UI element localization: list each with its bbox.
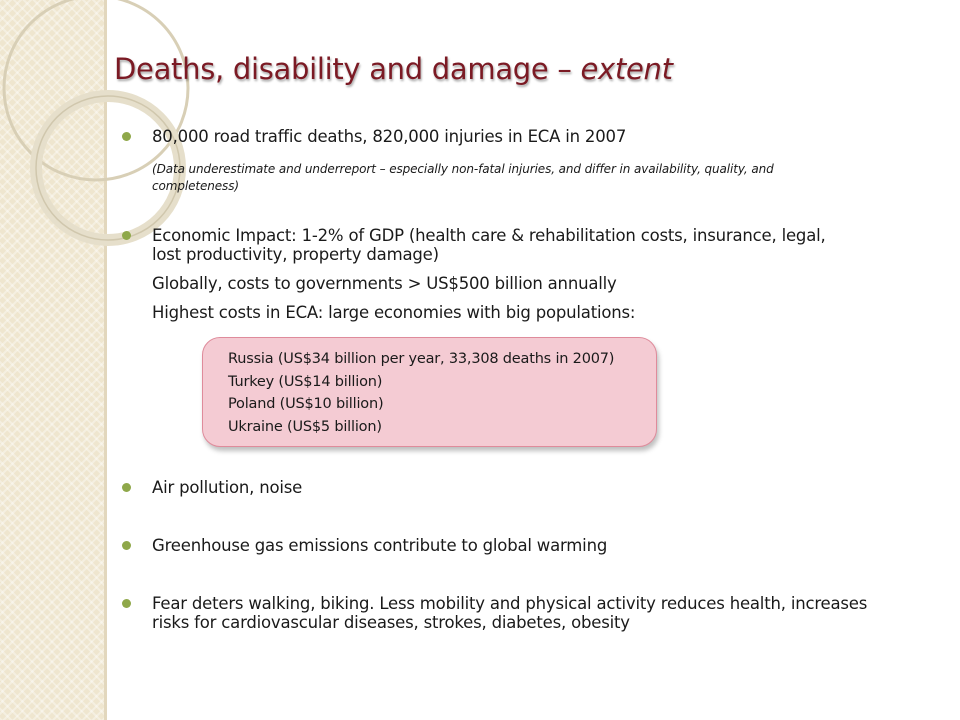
economic-impact-line-1: Economic Impact: 1-2% of GDP (health care & rehabilitation costs, insurance, legal, bbox=[152, 226, 826, 245]
global-costs-line: Globally, costs to governments > US$500 billion annually bbox=[152, 274, 617, 293]
data-note-line-2: completeness) bbox=[152, 179, 239, 193]
title-emphasis: extent bbox=[580, 52, 673, 86]
bullet-dot bbox=[122, 599, 131, 608]
bullet-air-pollution: Air pollution, noise bbox=[152, 478, 303, 497]
bullet-dot bbox=[122, 541, 131, 550]
bullet-greenhouse: Greenhouse gas emissions contribute to global warming bbox=[152, 536, 608, 555]
bullet-dot bbox=[122, 132, 131, 141]
bullet-road-deaths: 80,000 road traffic deaths, 820,000 injuries in ECA in 2007 bbox=[152, 127, 627, 146]
data-note-line-1: (Data underestimate and underreport – especially non-fatal injuries, and differ in availability, quality, and bbox=[152, 162, 774, 176]
title-text: Deaths, disability and damage – bbox=[114, 52, 581, 86]
bullet-dot bbox=[122, 483, 131, 492]
fear-deters-line-1: Fear deters walking, biking. Less mobility and physical activity reduces health, increases bbox=[152, 594, 868, 613]
callout-turkey: Turkey (US$14 billion) bbox=[228, 373, 383, 390]
callout-poland: Poland (US$10 billion) bbox=[228, 396, 384, 412]
economic-impact-line-2: lost productivity, property damage) bbox=[152, 245, 439, 264]
callout-russia: Russia (US$34 billion per year, 33,308 deaths in 2007) bbox=[228, 351, 615, 367]
highest-costs-line: Highest costs in ECA: large economies with big populations: bbox=[152, 303, 636, 322]
callout-ukraine: Ukraine (US$5 billion) bbox=[228, 418, 382, 435]
fear-deters-line-2: risks for cardiovascular diseases, strokes, diabetes, obesity bbox=[152, 613, 630, 632]
country-costs-callout bbox=[202, 337, 657, 447]
bullet-dot bbox=[122, 231, 131, 240]
slide-title bbox=[114, 52, 673, 86]
